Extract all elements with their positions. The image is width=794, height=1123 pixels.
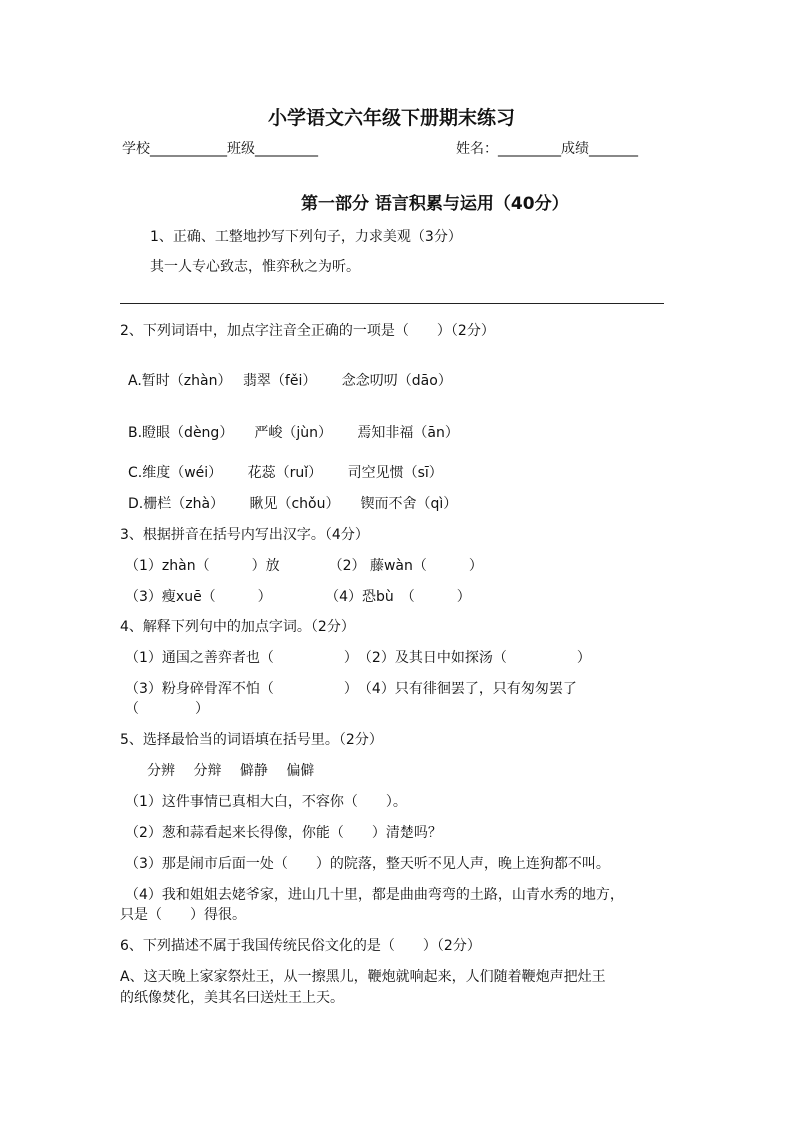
q5-sentence-1: （1）这件事情已真相大白，不容你（ ）。 bbox=[125, 794, 407, 810]
page-title: 小学语文六年级下册期末练习 bbox=[268, 107, 516, 129]
q2-option-c: C.维度（wéi） 花蕊（ruǐ） 司空见惯（sī） bbox=[128, 465, 443, 481]
q2-option-a: A.暂时（zhàn） 翡翠（fěi） 念念叨叨（dāo） bbox=[128, 373, 452, 389]
q5-sentence-3: （3）那是闹市后面一处（ ）的院落，整天听不见人声，晚上连狗都不叫。 bbox=[125, 856, 610, 872]
q3-prompt: 3、根据拼音在括号内写出汉字。（4分） bbox=[120, 527, 369, 543]
q1-sentence: 其一人专心致志，惟弈秋之为听。 bbox=[150, 259, 360, 275]
q3-row-1: （1）zhàn（ ）放 （2） 藤wàn（ ） bbox=[125, 558, 483, 574]
q5-sentence-4-line-1: （4）我和姐姐去姥爷家，进山几十里，都是曲曲弯弯的土路，山青水秀的地方， bbox=[125, 887, 624, 903]
copy-answer-line bbox=[120, 303, 664, 304]
q5-sentence-4-line-2: 只是（ ）得很。 bbox=[120, 907, 246, 923]
q6-option-a-line-2: 的纸像焚化，美其名曰送灶王上天。 bbox=[120, 990, 344, 1006]
q3-row-2: （3）瘦xuē（ ） （4）恐bù （ ） bbox=[125, 589, 471, 605]
q4-row-3: （ ） bbox=[125, 701, 209, 717]
q1-prompt: 1、正确、工整地抄写下列句子，力求美观（3分） bbox=[150, 229, 462, 245]
q6-option-a-line-1: A、这天晚上家家祭灶王，从一擦黑儿，鞭炮就响起来，人们随着鞭炮声把灶王 bbox=[120, 969, 606, 985]
q4-row-1: （1）通国之善弈者也（ ） （2）及其日中如探汤（ ） bbox=[125, 650, 591, 666]
q5-word-choices: 分辨 分辩 僻静 偏僻 bbox=[147, 763, 315, 779]
q2-option-b: B.瞪眼（dèng） 严峻（jùn） 焉知非福（ān） bbox=[128, 425, 459, 441]
section-title: 第一部分 语言积累与运用（40分） bbox=[301, 194, 569, 214]
q2-prompt: 2、下列词语中，加点字注音全正确的一项是（ ）（2分） bbox=[120, 323, 495, 339]
q6-prompt: 6、下列描述不属于我国传统民俗文化的是（ ）（2分） bbox=[120, 938, 481, 954]
q5-sentence-2: （2）葱和蒜看起来长得像，你能（ ）清楚吗？ bbox=[125, 825, 442, 841]
q2-option-d: D.栅栏（zhà） 瞅见（chǒu） 锲而不舍（qì） bbox=[128, 496, 458, 512]
name-score-line: 姓名：_________成绩_______ bbox=[456, 141, 638, 157]
q4-prompt: 4、解释下列句中的加点字词。（2分） bbox=[120, 619, 355, 635]
q4-row-2: （3）粉身碎骨浑不怕（ ） （4）只有徘徊罢了，只有匆匆罢了 bbox=[125, 681, 577, 697]
q5-prompt: 5、选择最恰当的词语填在括号里。（2分） bbox=[120, 732, 383, 748]
school-class-line: 学校___________班级_________ bbox=[122, 141, 318, 157]
